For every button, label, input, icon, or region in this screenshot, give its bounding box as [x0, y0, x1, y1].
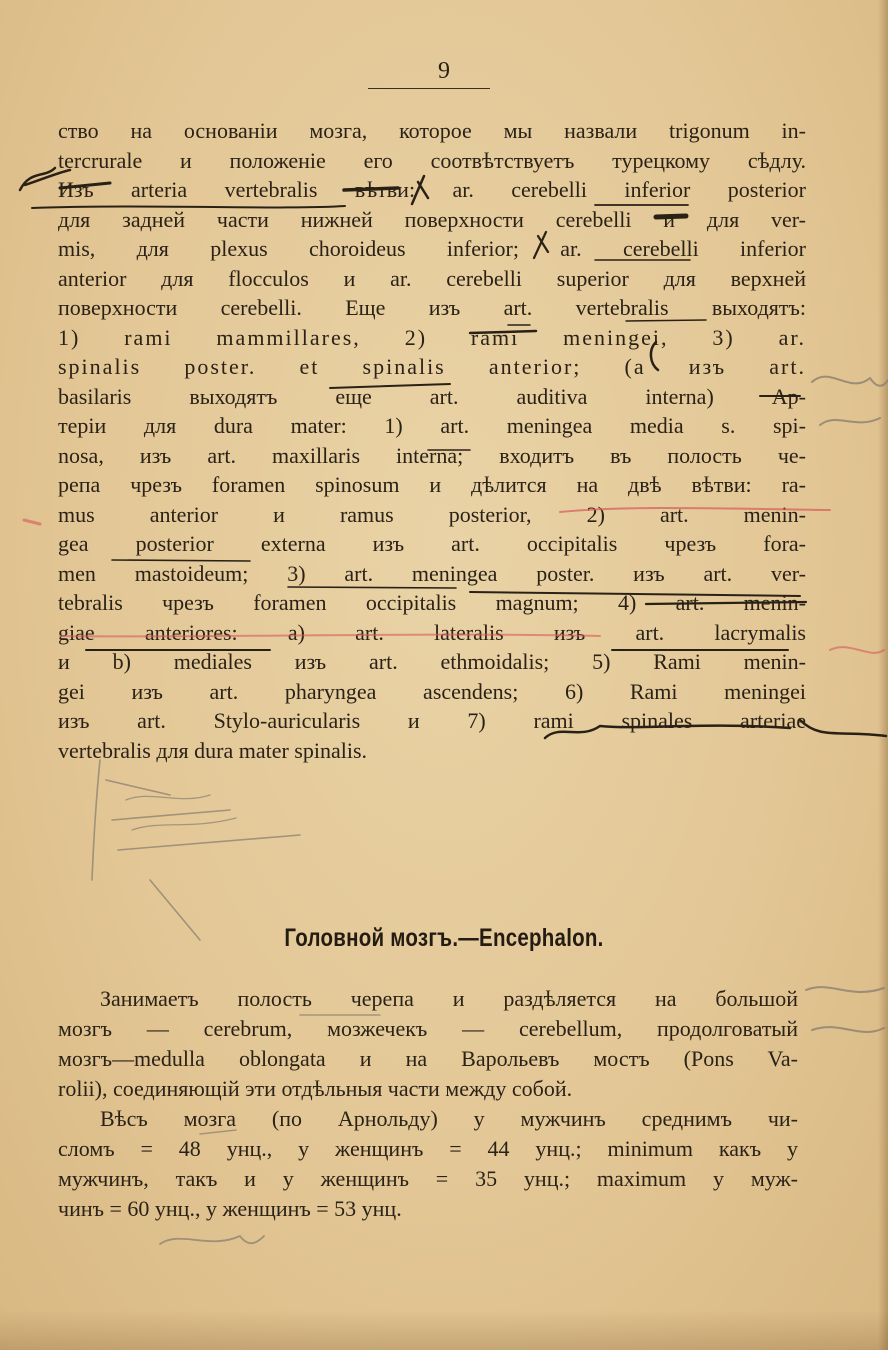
text-line: gei изъ art. pharyngea ascendens; 6) Rami meningei [58, 678, 806, 704]
text-line: мозгъ—medulla oblongata и на Варольевъ мостъ (Pons Va- [58, 1046, 798, 1071]
text-line: men mastoideum; 3) art. meningea poster. изъ art. ver- [58, 560, 806, 586]
section-heading: Головной мозгъ.—Encephalon. [284, 924, 604, 952]
text-line: Изъ arteria vertebralis вѣтви: ar. cerebelli inferior posterior [58, 177, 806, 202]
text-line: anterior для flocculos и ar. cerebelli superior для верхней [58, 265, 806, 291]
pencil-scribble [126, 795, 236, 830]
ink-strike [646, 602, 806, 604]
ink-underline [470, 592, 800, 596]
text-line: rolii), соединяющій эти отдѣльныя части между собой. [58, 1076, 573, 1101]
ink-underline [32, 206, 345, 208]
text-line: nosa, изъ art. maxillaris interna; входитъ въ полость че- [58, 442, 806, 468]
ink-underline [112, 560, 250, 561]
pencil-mark [200, 1130, 236, 1134]
text-line: vertebralis для dura mater spinalis. [58, 737, 368, 763]
text-line: теріи для dura mater: 1) art. meningea media s. spi- [58, 413, 806, 438]
text-line: мозгъ — cerebrum, мозжечекъ — cerebellum, продолговатый [58, 1016, 798, 1041]
pencil-note-right [806, 987, 884, 1032]
red-mark [830, 647, 884, 653]
text-line: mis, для plexus choroideus inferior; ar. cerebelli inferior [58, 236, 806, 261]
text-line: basilaris выходятъ еще art. auditiva interna) Ар- [58, 383, 806, 409]
text-line: giae anteriores: a) art. lateralis изъ art. lacrymalis [58, 619, 806, 645]
text-line: 1) rami mammillares, 2) rami meningei, 3) ar. [58, 324, 806, 350]
text-line: ство на основаніи мозга, которое мы назвали trigonum in- [58, 118, 806, 143]
text-line: mus anterior и ramus posterior, 2) art. menin- [58, 501, 806, 527]
ink-strike [344, 188, 398, 190]
ink-bracket [651, 342, 658, 370]
pencil-note-margin-right [812, 377, 888, 425]
ink-underline [508, 320, 706, 325]
text-line: для задней части нижней поверхности cerebelli и для ver- [58, 206, 806, 232]
text-line: Вѣсъ мозга (по Арнольду) у мужчинъ среднимъ чи- [100, 1106, 798, 1131]
text-line: мужчинъ, такъ и у женщинъ = 35 унц.; maximum у муж- [58, 1166, 798, 1191]
red-mark [24, 520, 40, 524]
page-number: 9 [438, 58, 450, 84]
text-line: чинъ = 60 унц., у женщинъ = 53 унц. [58, 1196, 402, 1221]
text-line: изъ art. Stylo-auricularis и 7) rami spinales arteriae [58, 708, 806, 733]
text-line: и b) mediales изъ art. ethmoidalis; 5) Rami menin- [58, 649, 806, 674]
text-line: gea posterior externa изъ art. occipitalis чрезъ fora- [58, 531, 806, 556]
ink-underline [288, 587, 456, 588]
text-line: spinalis poster. et spinalis anterior; (а изъ art. [58, 354, 806, 379]
ink-slash [534, 232, 548, 258]
ink-strike [60, 183, 110, 188]
text-line: tebralis чрезъ foramen occipitalis magnum; 4) art. menin- [58, 590, 806, 615]
text-line: Занимаетъ полость черепа и раздѣляется на большой [100, 986, 798, 1011]
text-line: tercrurale и положеніе его соотвѣтствуетъ турецкому сѣдлу. [58, 147, 806, 173]
ink-strike [656, 216, 686, 217]
pencil-scribble-bottom [160, 1236, 264, 1244]
text-line: репа чрезъ foramen spinosum и дѣлится на двѣ вѣтви: ra- [58, 472, 806, 497]
text-line: сломъ = 48 унц., у женщинъ = 44 унц.; minimum какъ у [58, 1136, 798, 1161]
ink-slash [412, 176, 428, 204]
red-underline [60, 635, 600, 637]
ink-strike [330, 384, 450, 388]
text-line: поверхности cerebelli. Еще изъ art. vertebralis выходятъ: [58, 295, 806, 320]
pencil-sketch [92, 760, 300, 940]
red-underline [560, 508, 830, 512]
ink-note-right [545, 720, 886, 738]
ink-strike [470, 331, 536, 333]
